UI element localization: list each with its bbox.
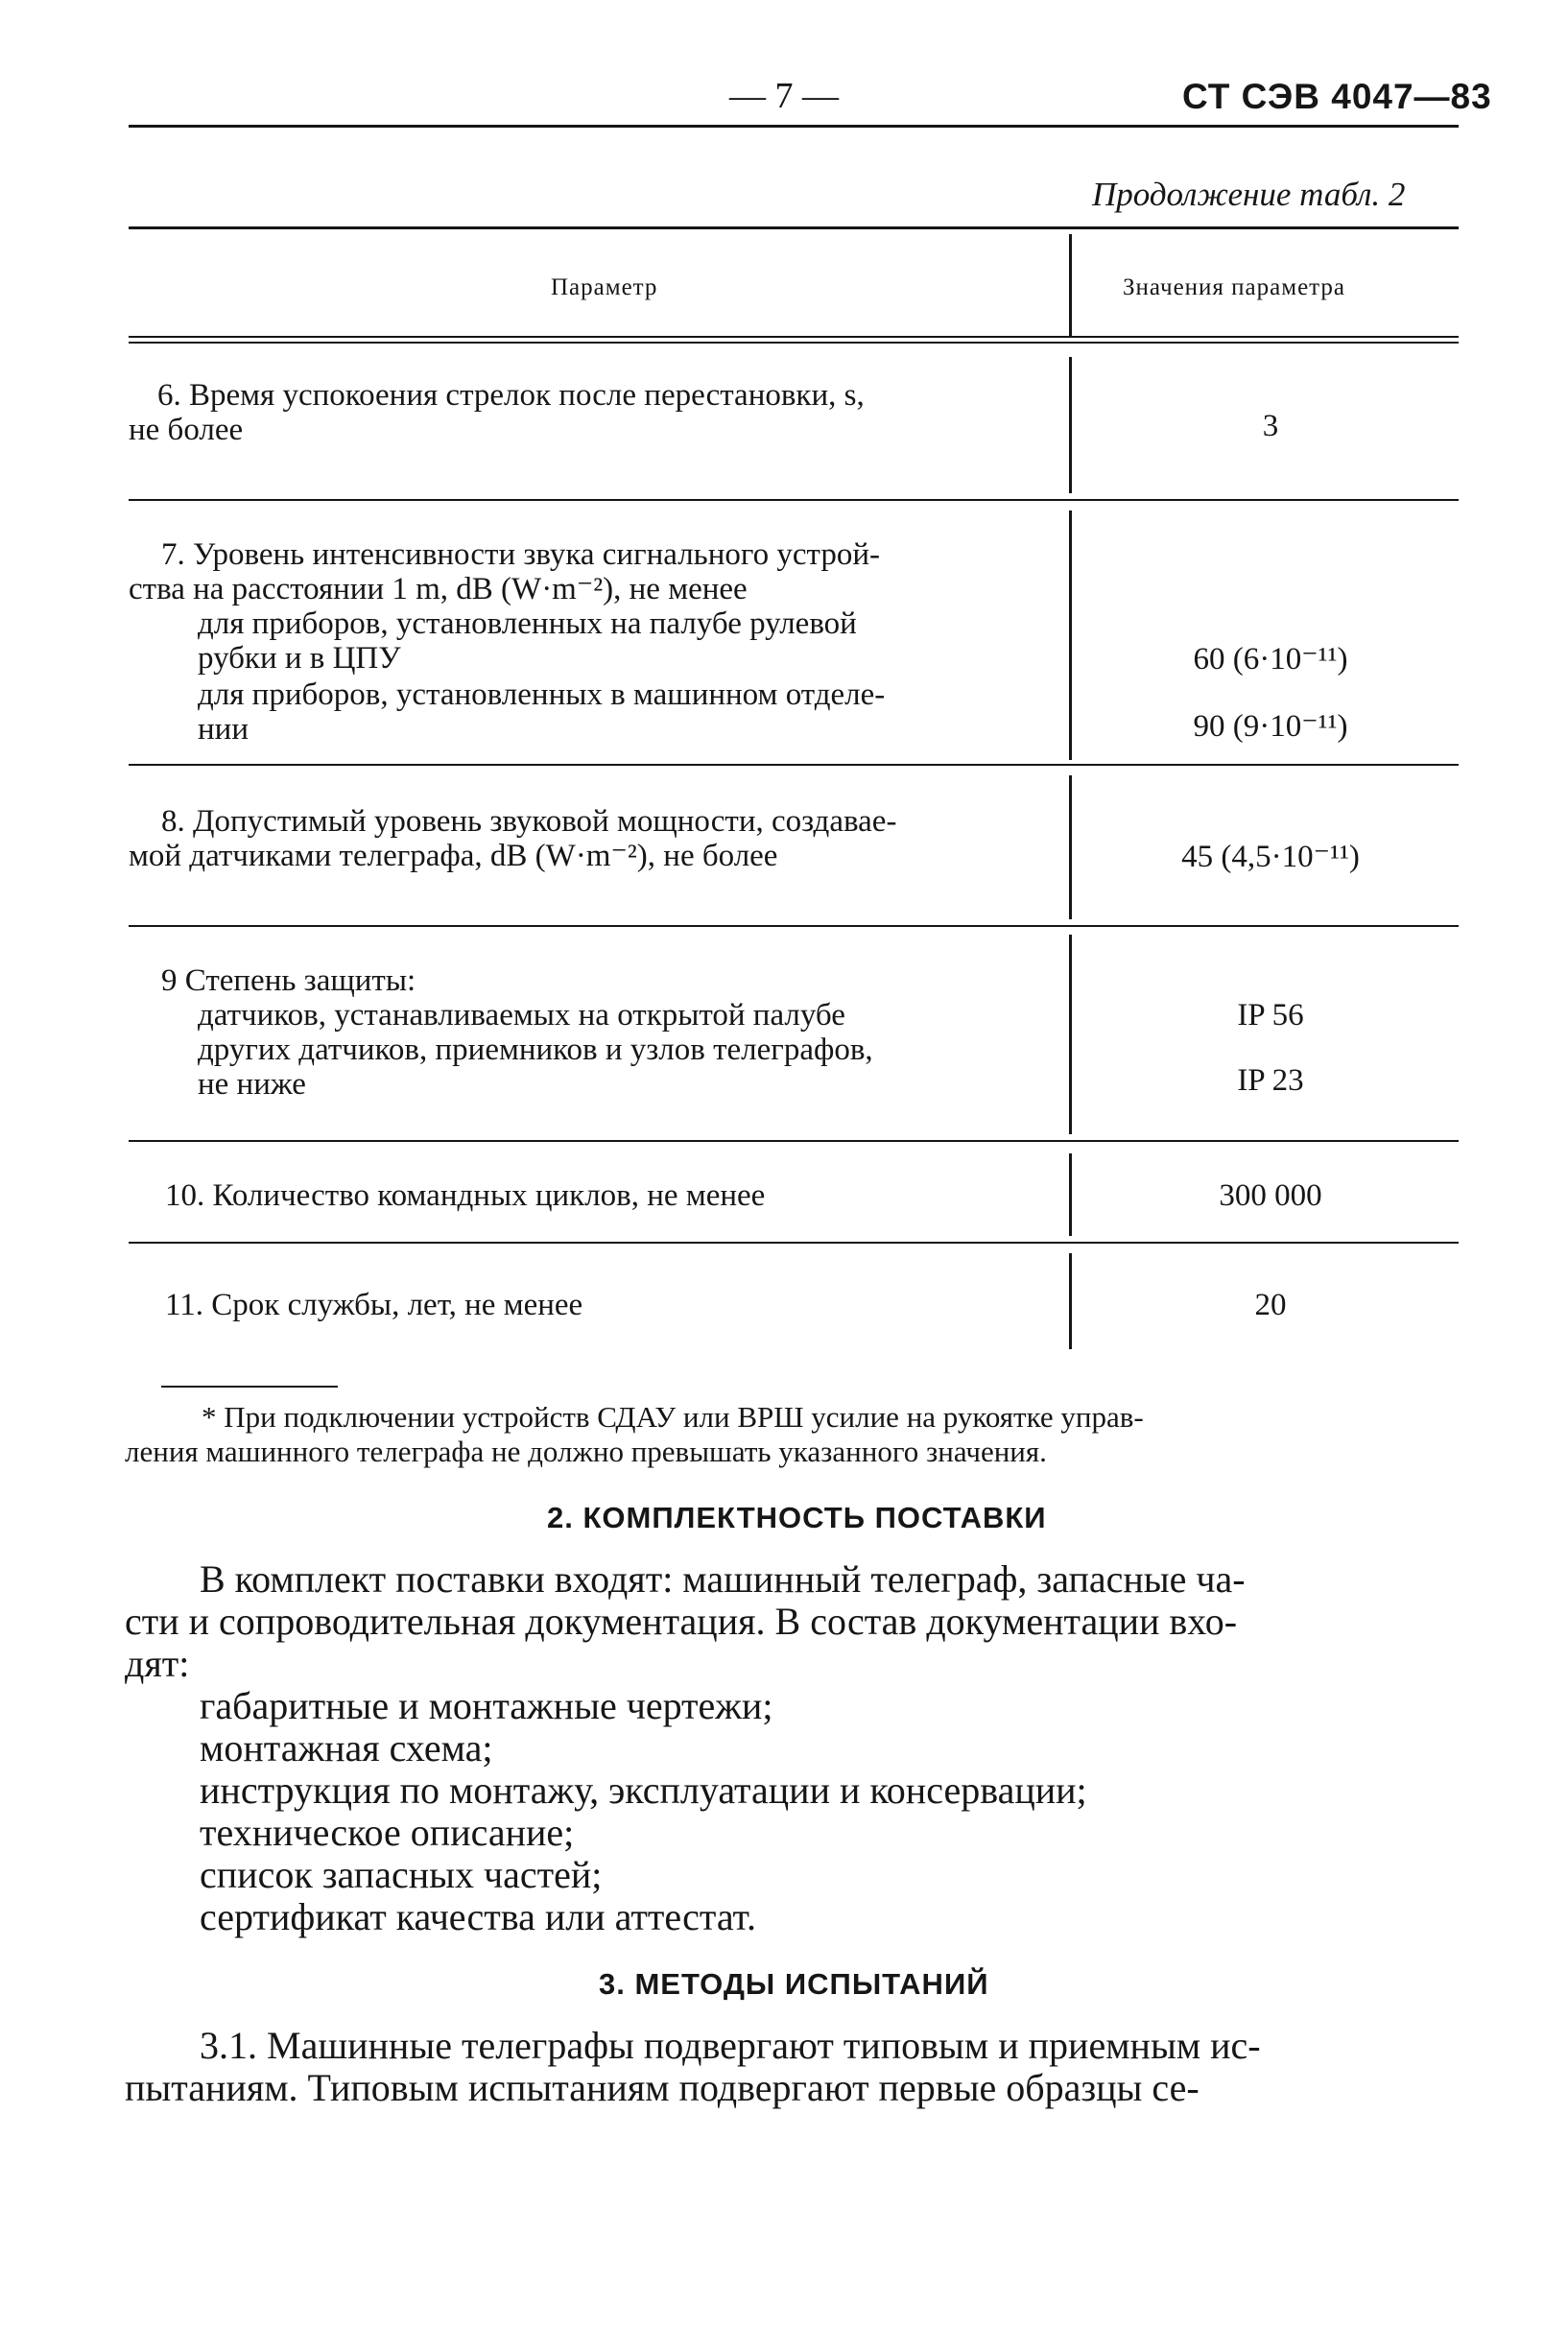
list-item: габаритные и монтажные чертежи;	[200, 1684, 773, 1727]
param-text: других датчиков, приемников и узлов телеграфов,	[198, 1033, 873, 1067]
footnote-line: ления машинного телеграфа не должно превышать указанного значения.	[125, 1435, 1047, 1468]
param-value: 45 (4,5·10⁻¹¹)	[1181, 840, 1360, 874]
param-text: ства на расстоянии 1 m, dB (W·m⁻²), не менее	[129, 572, 748, 606]
body-line: пытаниям. Типовым испытаниям подвергают первые образцы се-	[125, 2066, 1200, 2109]
list-item: сертификат качества или аттестат.	[200, 1895, 757, 1938]
column-divider	[1069, 511, 1072, 760]
standard-designation: СТ СЭВ 4047—83	[1182, 77, 1492, 116]
param-text: для приборов, установленных в машинном отделе-	[198, 677, 886, 712]
param-value: 90 (9·10⁻¹¹)	[1193, 709, 1348, 744]
column-divider	[1069, 935, 1072, 1134]
param-value: IP 23	[1237, 1063, 1304, 1098]
list-item: техническое описание;	[200, 1811, 575, 1854]
param-text: для приборов, установленных на палубе рулевой	[198, 606, 857, 641]
list-item: список запасных частей;	[200, 1853, 603, 1896]
body-line: дят:	[125, 1642, 190, 1685]
table-top-rule	[129, 226, 1459, 229]
table-row	[157, 378, 865, 414]
column-divider	[1069, 357, 1072, 493]
param-value: IP 56	[1237, 998, 1304, 1033]
param-text: нии	[198, 712, 249, 747]
row-separator	[129, 925, 1459, 927]
param-value: 20	[1254, 1288, 1287, 1322]
list-item: инструкция по монтажу, эксплуатации и консервации;	[200, 1769, 1087, 1812]
table-header-rule-1	[129, 336, 1459, 338]
column-header-value: Значения параметра	[1123, 274, 1345, 300]
row-separator	[129, 1242, 1459, 1244]
body-line: 3.1. Машинные телеграфы подвергают типовым и приемным ис-	[200, 2024, 1261, 2067]
param-text: рубки и в ЦПУ	[198, 641, 401, 676]
param-text: мой датчиками телеграфа, dB (W·m⁻²), не более	[129, 839, 778, 873]
header-rule	[129, 125, 1459, 128]
page-number: — 7 —	[729, 76, 839, 116]
column-divider	[1069, 234, 1072, 336]
body-line: В комплект поставки входят: машинный телеграф, запасные ча-	[200, 1557, 1246, 1601]
body-line: сти и сопроводительная документация. В состав документации вхо-	[125, 1600, 1238, 1643]
param-text: не ниже	[198, 1067, 306, 1102]
param-text: 9 Степень защиты:	[161, 963, 416, 998]
param-value: 300 000	[1219, 1178, 1322, 1213]
param-text: 8. Допустимый уровень звуковой мощности, создавае-	[161, 804, 897, 839]
param-text: 11. Срок службы, лет, не менее	[165, 1288, 583, 1322]
param-value: 60 (6·10⁻¹¹)	[1193, 642, 1348, 677]
column-divider	[1069, 1253, 1072, 1349]
param-text: 7. Уровень интенсивности звука сигнального устрой-	[161, 537, 880, 572]
section-heading: 2. КОМПЛЕКТНОСТЬ ПОСТАВКИ	[547, 1501, 1047, 1534]
row-separator	[129, 764, 1459, 766]
column-header-parameter: Параметр	[551, 274, 658, 300]
row-separator	[129, 1140, 1459, 1142]
table-header-rule-2	[129, 342, 1459, 344]
footnote-rule	[161, 1386, 338, 1388]
list-item: монтажная схема;	[200, 1726, 493, 1769]
param-text: не более	[129, 413, 244, 447]
footnote-line: * При подключении устройств СДАУ или ВРШ усилие на рукоятке управ-	[202, 1400, 1144, 1434]
param-value: 3	[1262, 409, 1279, 443]
param-text: 6. Время успокоения стрелок после перестановки, s,	[157, 378, 865, 413]
param-text: датчиков, устанавливаемых на открытой палубе	[198, 998, 845, 1033]
table-caption: Продолжение табл. 2	[1092, 176, 1406, 213]
column-divider	[1069, 1153, 1072, 1236]
param-text: 10. Количество командных циклов, не менее	[165, 1178, 766, 1213]
row-separator	[129, 499, 1459, 501]
column-divider	[1069, 775, 1072, 919]
section-heading: 3. МЕТОДЫ ИСПЫТАНИЙ	[599, 1967, 989, 2001]
